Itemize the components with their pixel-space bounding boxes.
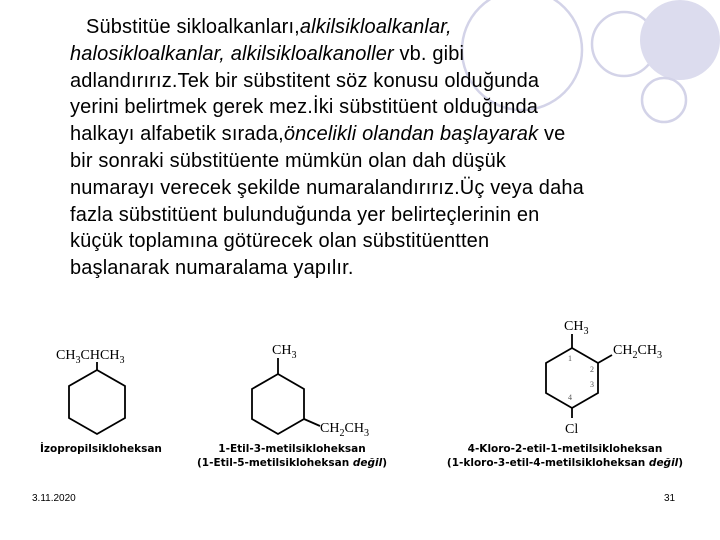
mol2-bottom-label: $CH_2CH_3$ xyxy=(320,421,370,439)
para-l1b: alkilsikloalkanlar, xyxy=(299,16,452,38)
mol2-bottom-bond xyxy=(304,419,320,426)
body-paragraph xyxy=(70,14,700,282)
para-l6: bir sonraki sübstitüente mümkün olan dah düşük xyxy=(70,149,507,172)
para-l8: fazla sübstitüent bulunduğunda yer belirteçlerinin en xyxy=(70,203,540,226)
ethylmethylcyclohexane-structure xyxy=(230,334,390,444)
cyclohexane-ring-1 xyxy=(69,370,125,434)
para-l9: küçük toplamına götürecek olan sübstitüentten xyxy=(70,230,490,253)
para-l4: yerini belirtmek gerek mez.İki sübstitüent olduğunda xyxy=(70,96,539,119)
caption-3-line2b: değil xyxy=(648,456,679,469)
para-l1a: Sübstitüe sikloalkanları, xyxy=(86,16,300,38)
mol3-bottom-label: Cl xyxy=(565,422,579,436)
isopropylcyclohexane-structure xyxy=(40,338,180,438)
caption-ethylmethylcyclohexane xyxy=(196,443,388,470)
mol3-right-label: $CH_2CH_3$ xyxy=(613,343,663,361)
para-l5a: halkayı alfabetik sırada, xyxy=(70,123,284,146)
caption-isopropylcyclohexane xyxy=(40,443,162,457)
para-l2a: halosikloalkanlar, alkilsikloalkanoller xyxy=(70,42,394,65)
mol3-num-1: 1 xyxy=(568,354,572,363)
caption-3-line1: 4-Kloro-2-etil-1-metilsikloheksan xyxy=(467,443,663,455)
caption-2-line2b: değil xyxy=(352,456,383,469)
caption-2-line2c: ) xyxy=(382,456,388,469)
para-l3: adlandırırız.Tek bir sübstitent söz konusu olduğunda xyxy=(70,69,540,92)
cyclohexane-ring-3 xyxy=(546,348,598,408)
footer-date: 3.11.2020 xyxy=(32,493,76,504)
mol3-num-4: 4 xyxy=(568,393,572,402)
chloroethylmethylcyclohexane-structure xyxy=(530,312,710,436)
mol2-top-label: $CH_3$ xyxy=(272,343,297,361)
para-l5b: öncelikli olandan başlayarak xyxy=(283,123,539,146)
caption-3-line2c: ) xyxy=(678,456,684,469)
mol3-num-3: 3 xyxy=(590,380,594,389)
caption-3-line2a: (1-kloro-3-etil-4-metilsikloheksan xyxy=(446,456,646,469)
caption-chloroethylmethylcyclohexane xyxy=(440,443,690,470)
caption-2-line1: 1-Etil-3-metilsikloheksan xyxy=(218,443,366,455)
mol1-group-label: $CH_3CHCH_3$ xyxy=(56,348,125,366)
caption-1: İzopropilsikloheksan xyxy=(40,443,162,455)
para-l2b: vb. gibi xyxy=(393,42,465,65)
mol3-right-bond xyxy=(598,355,612,363)
footer-page-number: 31 xyxy=(664,493,676,504)
mol3-top-label: $CH_3$ xyxy=(564,319,589,337)
caption-2-line2a: (1-Etil-5-metilsikloheksan xyxy=(196,456,350,469)
mol3-num-2: 2 xyxy=(590,365,594,374)
para-l10: başlanarak numaralama yapılır. xyxy=(70,257,354,280)
para-l7: numarayı verecek şekilde numaralandırırız.Üç veya daha xyxy=(70,176,584,199)
para-l5c: ve xyxy=(538,123,566,146)
cyclohexane-ring-2 xyxy=(252,374,304,434)
